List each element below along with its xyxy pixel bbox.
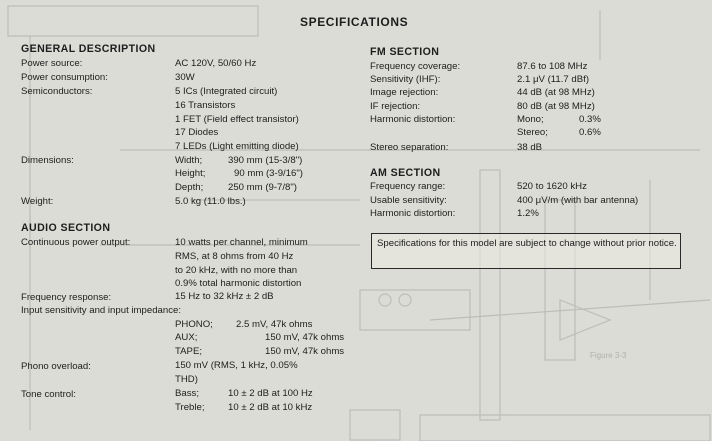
semiconductor-line: 17 Diodes: [175, 127, 219, 138]
svg-text:Figure 3-3: Figure 3-3: [590, 351, 627, 360]
am-hd-value: 1.2%: [517, 208, 539, 219]
am-usable-label: Usable sensitivity:: [370, 195, 447, 206]
am-range-label: Frequency range:: [370, 181, 446, 192]
general-heading: GENERAL DESCRIPTION: [21, 43, 156, 55]
width-value: 390 mm (15-3/8"): [228, 155, 303, 166]
continuous-power-line: RMS, at 8 ohms from 40 Hz: [175, 251, 294, 262]
tape-label: TAPE;: [175, 346, 203, 357]
height-value: 90 mm (3-9/16"): [234, 168, 303, 179]
am-hd-label: Harmonic distortion:: [370, 208, 456, 219]
power-consumption-value: 30W: [175, 72, 195, 83]
tape-value: 150 mV, 47k ohms: [265, 346, 345, 357]
fm-coverage-label: Frequency coverage:: [370, 61, 461, 72]
frequency-response-label: Frequency response:: [21, 292, 112, 303]
power-source-value: AC 120V, 50/60 Hz: [175, 58, 257, 69]
fm-separation-value: 38 dB: [517, 142, 543, 153]
fm-sensitivity-label: Sensitivity (IHF):: [370, 74, 441, 85]
phono-label: PHONO;: [175, 319, 213, 330]
weight-label: Weight:: [21, 196, 54, 207]
continuous-power-label: Continuous power output:: [21, 237, 131, 248]
semiconductor-line: 1 FET (Field effect transistor): [175, 114, 299, 125]
fm-coverage-value: 87.6 to 108 MHz: [517, 61, 588, 72]
tone-control-label: Tone control:: [21, 389, 76, 400]
fm-stereo-label: Stereo;: [517, 127, 548, 138]
semiconductor-line: 7 LEDs (Light emitting diode): [175, 141, 299, 152]
power-consumption-label: Power consumption:: [21, 72, 108, 83]
fm-if-label: IF rejection:: [370, 101, 421, 112]
aux-label: AUX;: [175, 332, 198, 343]
semiconductors-label: Semiconductors:: [21, 86, 93, 97]
height-label: Height;: [175, 168, 206, 179]
semiconductor-line: 5 ICs (Integrated circuit): [175, 86, 278, 97]
frequency-response-value: 15 Hz to 32 kHz ± 2 dB: [175, 291, 274, 302]
phono-overload-line: 150 mV (RMS, 1 kHz, 0.05%: [175, 360, 298, 371]
fm-stereo-value: 0.6%: [579, 127, 601, 138]
bass-value: 10 ± 2 dB at 100 Hz: [228, 388, 313, 399]
fm-if-value: 80 dB (at 98 MHz): [517, 101, 595, 112]
am-heading: AM SECTION: [370, 167, 441, 179]
weight-value: 5.0 kg (11.0 lbs.): [175, 196, 246, 207]
power-source-label: Power source:: [21, 58, 83, 69]
treble-label: Treble;: [175, 402, 205, 413]
fm-sensitivity-value: 2.1 μV (11.7 dBf): [517, 74, 590, 85]
aux-value: 150 mV, 47k ohms: [265, 332, 345, 343]
continuous-power-line: to 20 kHz, with no more than: [175, 265, 298, 276]
fm-heading: FM SECTION: [370, 46, 440, 58]
semiconductor-line: 16 Transistors: [175, 100, 236, 111]
am-usable-value: 400 μV/m (with bar antenna): [517, 195, 639, 206]
fm-mono-label: Mono;: [517, 114, 544, 125]
depth-label: Depth;: [175, 182, 204, 193]
notice-box: [371, 233, 681, 269]
input-sensitivity-label: Input sensitivity and input impedance:: [21, 305, 181, 316]
dimensions-label: Dimensions:: [21, 155, 74, 166]
page-title: SPECIFICATIONS: [300, 15, 409, 29]
continuous-power-line: 0.9% total harmonic distortion: [175, 278, 302, 289]
phono-overload-line: THD): [175, 374, 198, 385]
fm-image-value: 44 dB (at 98 MHz): [517, 87, 595, 98]
treble-value: 10 ± 2 dB at 10 kHz: [228, 402, 313, 413]
bass-label: Bass;: [175, 388, 199, 399]
notice-text: Specifications for this model are subject to change without prior notice.: [377, 238, 677, 249]
fm-image-label: Image rejection:: [370, 87, 439, 98]
am-range-value: 520 to 1620 kHz: [517, 181, 587, 192]
depth-value: 250 mm (9-7/8"): [228, 182, 297, 193]
fm-separation-label: Stereo separation:: [370, 142, 449, 153]
phono-value: 2.5 mV, 47k ohms: [236, 319, 313, 330]
width-label: Width;: [175, 155, 203, 166]
fm-hd-label: Harmonic distortion:: [370, 114, 456, 125]
phono-overload-label: Phono overload:: [21, 361, 91, 372]
audio-heading: AUDIO SECTION: [21, 222, 111, 234]
continuous-power-line: 10 watts per channel, minimum: [175, 237, 308, 248]
fm-mono-value: 0.3%: [579, 114, 601, 125]
